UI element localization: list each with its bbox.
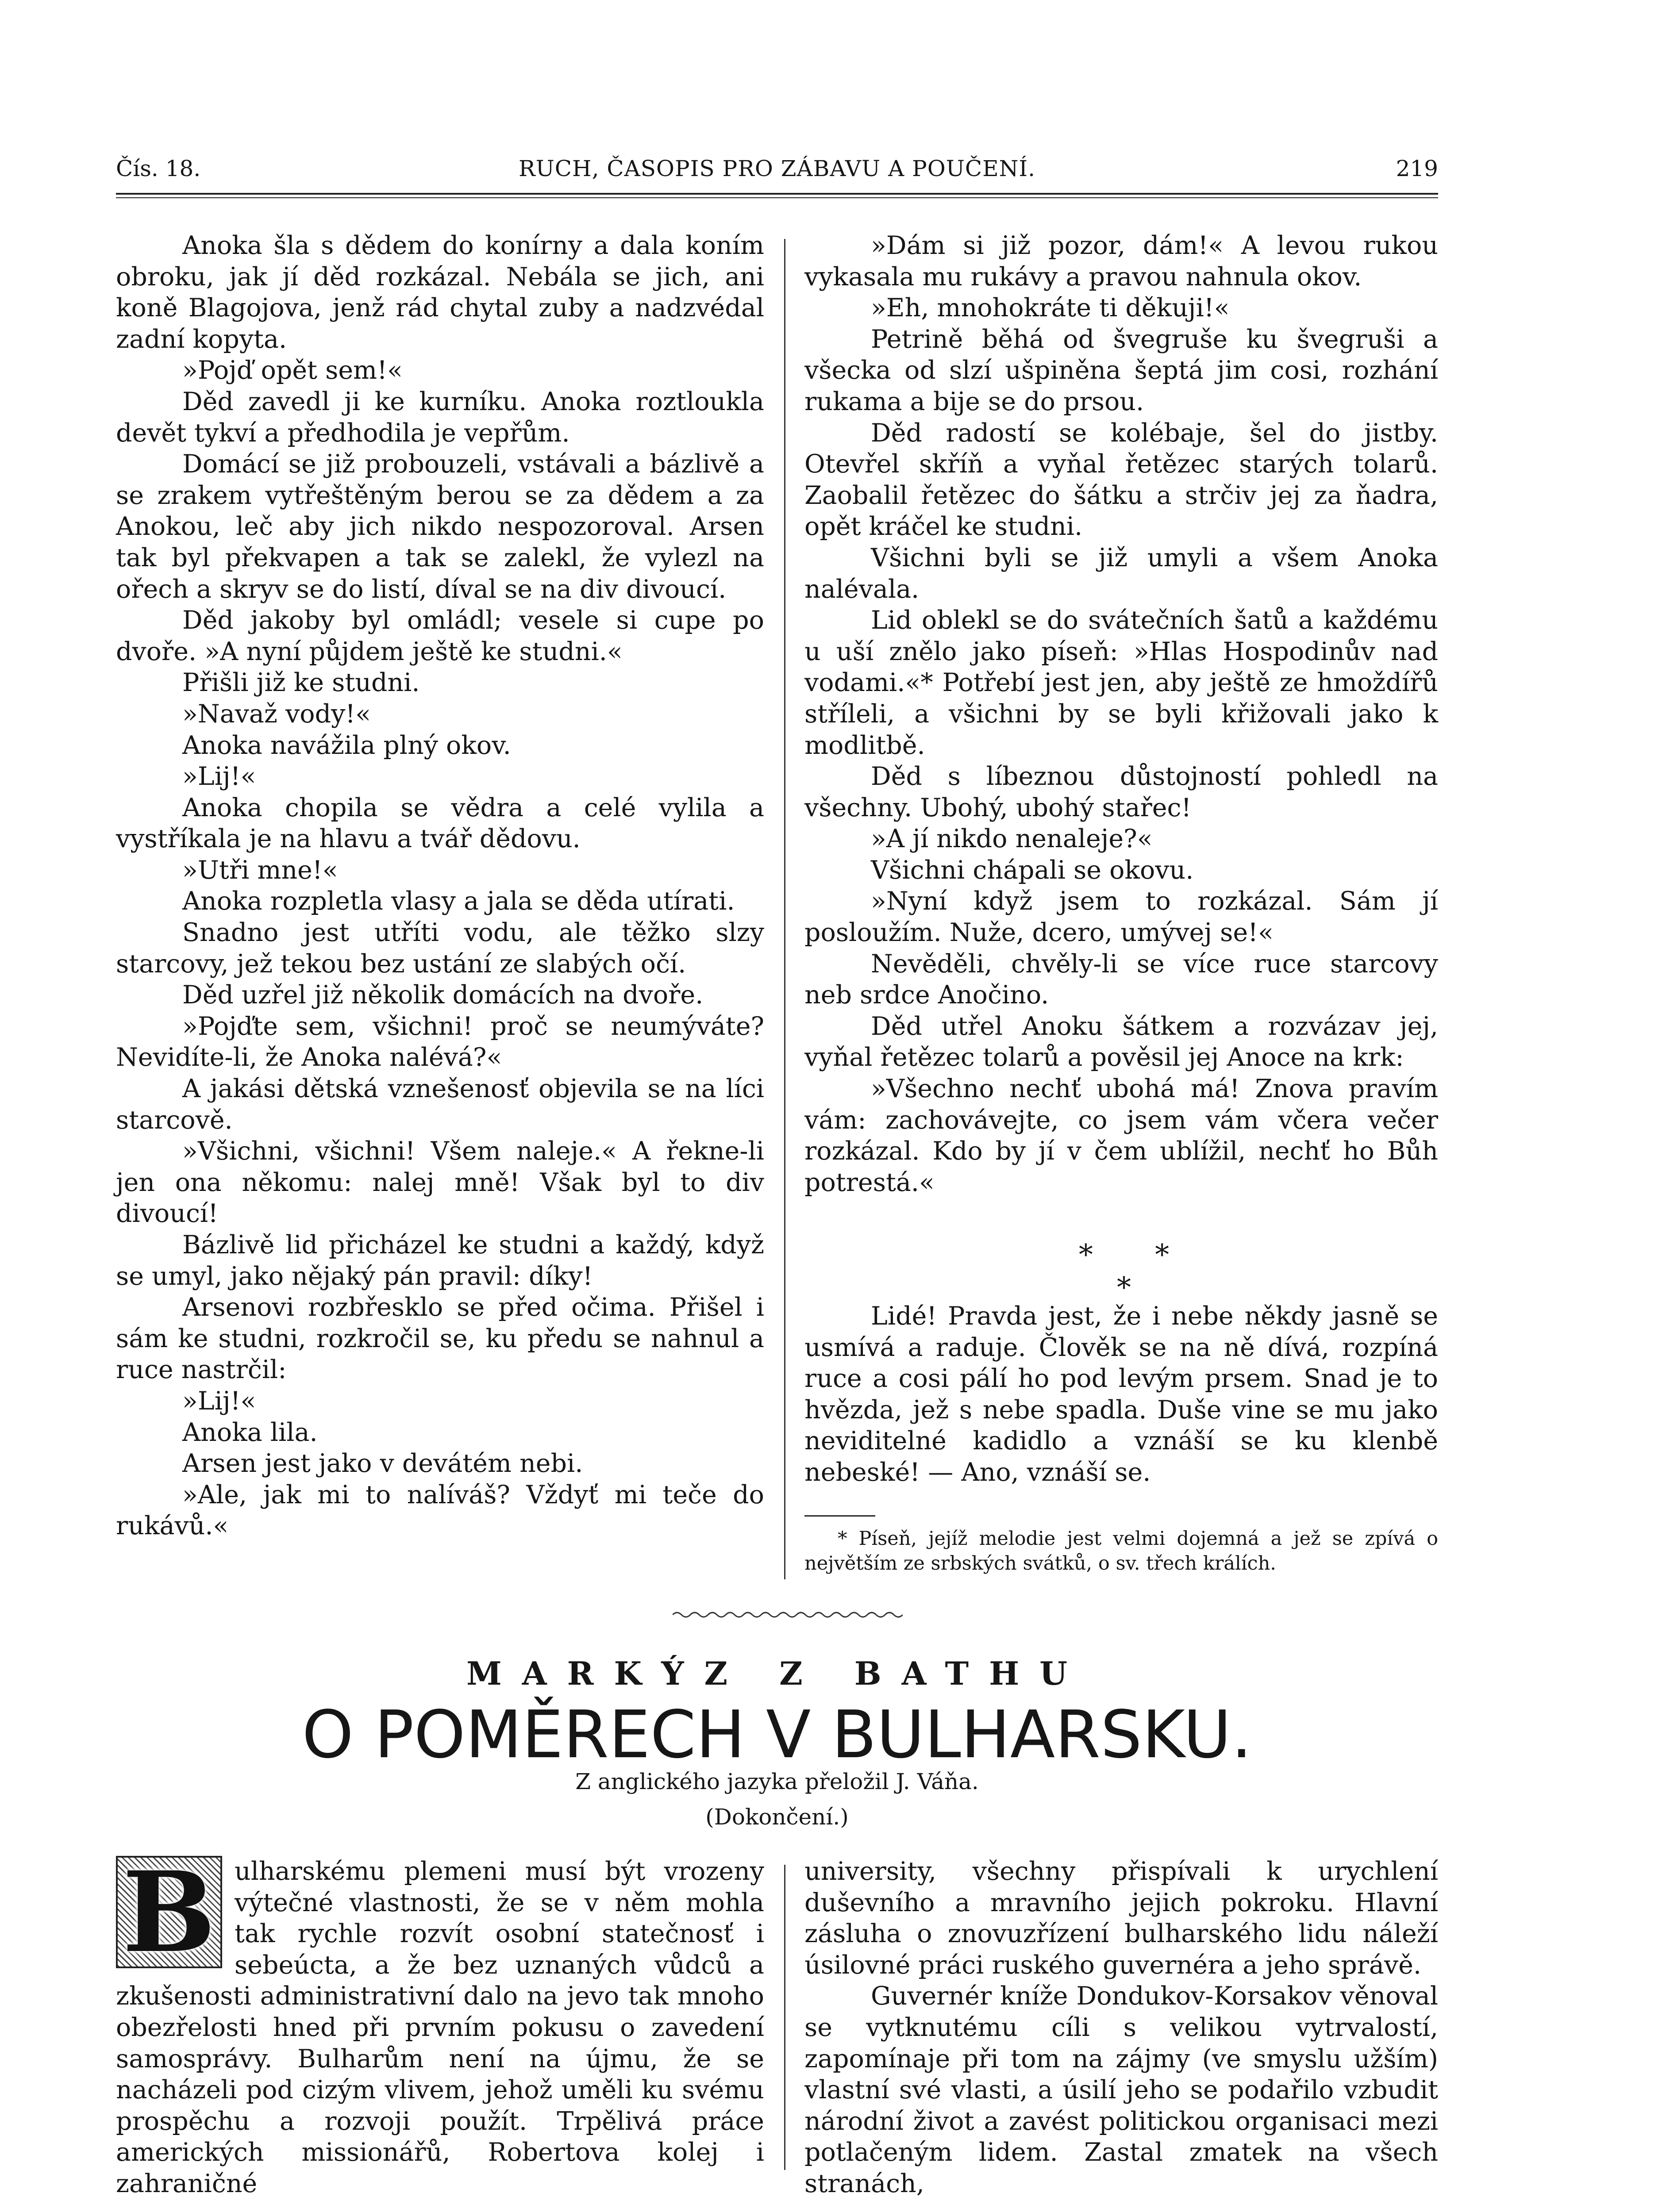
issue-number: Čís. 18. bbox=[116, 156, 201, 181]
paragraph: Děd radostí se kolébaje, šel do jistby. Otevřel skříň a vyňal řetězec starých tolarů. Zaobalil řetězec do šátku a strčiv jej za ňadra, opět kráčel ke studni. bbox=[804, 418, 1438, 541]
paragraph: »Lij!« bbox=[182, 1386, 256, 1416]
paragraph: Děd utřel Anoku šátkem a rozvázav jej, vyňal řetězec tolarů a pověsil jej Anoce na krk: bbox=[804, 1011, 1438, 1072]
paragraph: Děd jakoby byl omládl; vesele si cupe po dvoře. »A nyní půjdem ještě ke studni.« bbox=[116, 606, 764, 666]
column-divider bbox=[784, 1865, 785, 2170]
paragraph: »Všichni, všichni! Všem naleje.« A řekne-li jen ona někomu: nalej mně! Však byl to div divoucí! bbox=[116, 1137, 764, 1229]
article-author: MARKÝZ Z BATHU bbox=[466, 1655, 1088, 1692]
story-closing bbox=[804, 1301, 1438, 1488]
paragraph: »Ale, jak mi to nalíváš? Vždyť mi teče do rukávů.« bbox=[116, 1480, 764, 1541]
paragraph: »Všechno nechť ubohá má! Znova pravím vám: zachovávejte, co jsem vám včera večer rozkázal. Kdo by jí v čem ublížil, nechť ho Bůh potrestá.« bbox=[804, 1074, 1438, 1197]
header-rule-thin bbox=[116, 197, 1438, 198]
story-right-column bbox=[804, 230, 1438, 1198]
paragraph: »Eh, mnohokráte ti děkuji!« bbox=[871, 293, 1230, 323]
drop-cap-space bbox=[116, 1847, 235, 1978]
paragraph: »Nyní když jsem to rozkázal. Sám jí posloužím. Nuže, dcero, umývej se!« bbox=[804, 887, 1438, 948]
section-separator: * * * bbox=[1078, 1239, 1196, 1304]
paragraph: »Pojďte sem, všichni! proč se neumýváte? Nevidíte-li, že Anoka nalévá?« bbox=[116, 1011, 764, 1072]
page-number: 219 bbox=[1396, 156, 1438, 181]
paragraph: Guvernér kníže Dondukov-Korsakov věnoval se vytknutému cíli s velikou vytrvalostí, zapomínaje při tom na zájmy (ve smyslu užším) vlastní své vlasti, a úsilí jeho se podařilo vzbudit národní život a zavést politickou organisaci mezi potlačeným lidem. Zastal zmatek na všech stranách, bbox=[804, 1982, 1438, 2198]
paragraph: Petrině běhá od švegruše ku švegruši a všecka od slzí ušpiněna šeptá jim cosi, rozhání rukama a bije se do prsou. bbox=[804, 324, 1438, 416]
paragraph: Anoka chopila se vědra a celé vylila a vystříkala je na hlavu a tvář dědovu. bbox=[116, 793, 764, 854]
paragraph: »Lij!« bbox=[182, 762, 256, 791]
footnote-rule bbox=[804, 1515, 875, 1517]
header-rule bbox=[116, 193, 1438, 195]
footnote bbox=[804, 1526, 1438, 1576]
paragraph: »Dám si již pozor, dám!« A levou rukou vykasala mu rukávy a pravou nahnula okov. bbox=[804, 231, 1438, 292]
paragraph: Děd s líbeznou důstojností pohledl na všechny. Ubohý, ubohý stařec! bbox=[804, 762, 1438, 822]
paragraph: Všichni chápali se okovu. bbox=[871, 855, 1194, 885]
paragraph: »A jí nikdo nenaleje?« bbox=[871, 824, 1153, 854]
paragraph: Domácí se již probouzeli, vstávali a bázlivě a se zrakem vytřeštěným berou se za dědem a za Anokou, leč aby jich nikdo nespozoroval. Arsen tak byl překvapen a tak se zalekl, že vylezl na ořech a skryv se do listí, díval se na div divoucí. bbox=[116, 449, 764, 604]
journal-title: RUCH, ČASOPIS PRO ZÁBAVU A POUČENÍ. bbox=[518, 156, 1036, 181]
paragraph: »Pojď opět sem!« bbox=[182, 356, 403, 385]
translator-credit: Z anglického jazyka přeložil J. Váňa. bbox=[575, 1769, 979, 1794]
article-left-column bbox=[116, 1847, 764, 2200]
paragraph: Děd uzřel již několik domácích na dvoře. bbox=[182, 980, 704, 1010]
paragraph: ulharskému plemeni musí být vrozeny výtečné vlastnosti, že se v něm mohla tak rychle rozvít osobní statečnosť i sebeúcta, a že bez uznaných vůdců a zkušenosti administrativní dalo na jevo tak mnoho obezřelosti hned při prvním pokusu o zavedení samosprávy. Bulharům není na újmu, že se nacházeli pod cizým vlivem, jehož uměli ku svému prospěchu a rozvoji použít. Trpělivá práce amerických missionářů, Robertova kolej i zahraničné bbox=[116, 1857, 764, 2198]
footnote-text: * Píseň, jejíž melodie jest velmi dojemná a jež se zpívá o největším ze srbských svátků, o sv. třech králích. bbox=[804, 1528, 1438, 1575]
story-left-column bbox=[116, 230, 764, 1542]
paragraph: Všichni byli se již umyli a všem Anoka nalévala. bbox=[804, 543, 1438, 604]
paragraph: Nevěděli, chvěly-li se více ruce starcovy neb srdce Anočino. bbox=[804, 949, 1438, 1010]
paragraph: Arsen jest jako v devátém nebi. bbox=[182, 1449, 583, 1479]
paragraph: Lidé! Pravda jest, že i nebe někdy jasně se usmívá a raduje. Člověk se na ně dívá, rozpíná ruce a cosi pálí ho pod levým prsem. Snad je to hvězda, jež s nebe spadla. Duše vine se mu jako neviditelné kadidlo a vznáší se ku klenbě nebeské! — Ano, vznáší se. bbox=[804, 1302, 1438, 1487]
continuation-note: (Dokončení.) bbox=[705, 1804, 849, 1830]
article-right-column bbox=[804, 1856, 1438, 2200]
article-title: O POMĚRECH V BULHARSKU. bbox=[302, 1697, 1252, 1773]
paragraph: Přišli již ke studni. bbox=[182, 668, 420, 698]
ornament-divider bbox=[673, 1606, 903, 1624]
paragraph: university, všechny přispívali k urychlení duševního a mravního jejich pokroku. Hlavní zásluha o znovuzřízení bulharského lidu náleží úsilovné práci ruského guvernéra a jeho správě. bbox=[804, 1857, 1438, 1980]
paragraph: Děd zavedl ji ke kurníku. Anoka roztloukla devět tykví a předhodila je vepřům. bbox=[116, 387, 764, 448]
paragraph: Arsenovi rozbřesklo se před očima. Přišel i sám ke studni, rozkročil se, ku předu se nahnul a ruce nastrčil: bbox=[116, 1293, 764, 1385]
paragraph: Anoka šla s dědem do konírny a dala koním obroku, jak jí děd rozkázal. Nebála se jich, ani koně Blagojova, jenž rád chytal zuby a nadzvédal zadní kopyta. bbox=[116, 231, 764, 354]
paragraph: Anoka navážila plný okov. bbox=[182, 730, 511, 760]
paragraph: Snadno jest utříti vodu, ale těžko slzy starcovy, jež tekou bez ustání ze slabých očí. bbox=[116, 918, 764, 979]
paragraph: Anoka rozpletla vlasy a jala se děda utírati. bbox=[182, 887, 735, 916]
column-divider bbox=[784, 239, 785, 1579]
paragraph: Anoka lila. bbox=[182, 1417, 318, 1447]
paragraph: »Utři mne!« bbox=[182, 855, 338, 885]
paragraph: Lid oblekl se do svátečních šatů a každému u uší znělo jako píseň: »Hlas Hospodinův nad vodami.«* Potřebí jest jen, aby ještě ze hmoždířů stříleli, a všichni by se byli křižovali jako k modlitbě. bbox=[804, 606, 1438, 760]
paragraph: A jakási dětská vznešenosť objevila se na líci starcově. bbox=[116, 1074, 764, 1135]
page-header bbox=[116, 156, 1438, 187]
paragraph: »Navaž vody!« bbox=[182, 699, 371, 729]
paragraph: Bázlivě lid přicházel ke studni a každý, když se umyl, jako nějaký pán pravil: díky! bbox=[116, 1230, 764, 1291]
drop-cap-letter: B bbox=[122, 1847, 216, 1977]
